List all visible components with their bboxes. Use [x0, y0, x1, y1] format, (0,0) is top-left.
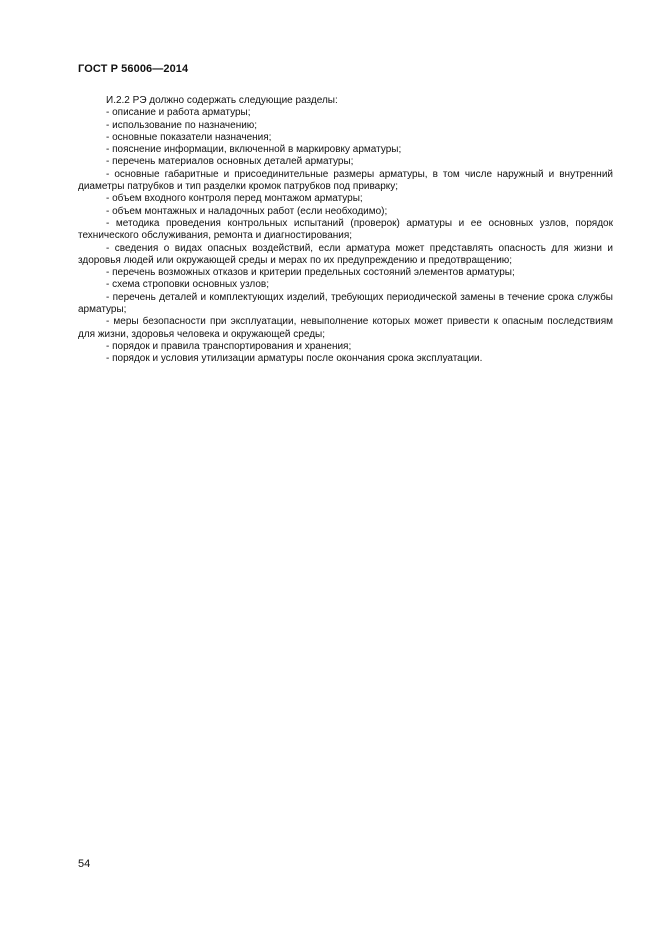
page-number: 54 — [78, 858, 91, 870]
list-item: - пояснение информации, включенной в маркировку арматуры; — [106, 144, 402, 156]
list-item: - основные габаритные и присоединительные размеры арматуры, в том числе наружный и внутренний диаметры патрубков и тип разделки кромок патрубков под приварку; — [78, 168, 613, 193]
list-item: - перечень деталей и комплектующих изделий, требующих периодической замены в течение срока службы арматуры; — [78, 291, 613, 316]
list-item: - описание и работа арматуры; — [106, 107, 251, 119]
document-body — [78, 95, 613, 366]
list-item: - схема строповки основных узлов; — [106, 279, 270, 291]
list-item: - перечень возможных отказов и критерии предельных состояний элементов арматуры; — [106, 267, 515, 279]
list-item: - порядок и условия утилизации арматуры после окончания срока эксплуатации. — [106, 353, 483, 365]
list-item: - перечень материалов основных деталей арматуры; — [106, 156, 354, 168]
paragraph-section-intro: И.2.2 РЭ должно содержать следующие разделы: — [106, 95, 338, 106]
list-item: - методика проведения контрольных испытаний (проверок) арматуры и ее основных узлов, порядок технического обслуживания, ремонта и диагностирования; — [78, 217, 613, 242]
list-item: - объем входного контроля перед монтажом арматуры; — [106, 193, 363, 205]
document-header-code: ГОСТ Р 56006—2014 — [78, 63, 189, 75]
list-item: - порядок и правила транспортирования и хранения; — [106, 340, 352, 352]
list-item: - объем монтажных и наладочных работ (если необходимо); — [106, 205, 388, 217]
list-item: - сведения о видах опасных воздействий, если арматура может представлять опасность для жизни и здоровья людей или окружающей среды и мерах по их предупреждению и предотвращению; — [78, 242, 613, 266]
list-item: - использование по назначению; — [106, 119, 258, 131]
list-item: - основные показатели назначения; — [106, 131, 272, 143]
list-item: - меры безопасности при эксплуатации, невыполнение которых может привести к опасным последствиям для жизни, здоровья человека и окружающей среды; — [78, 316, 613, 340]
